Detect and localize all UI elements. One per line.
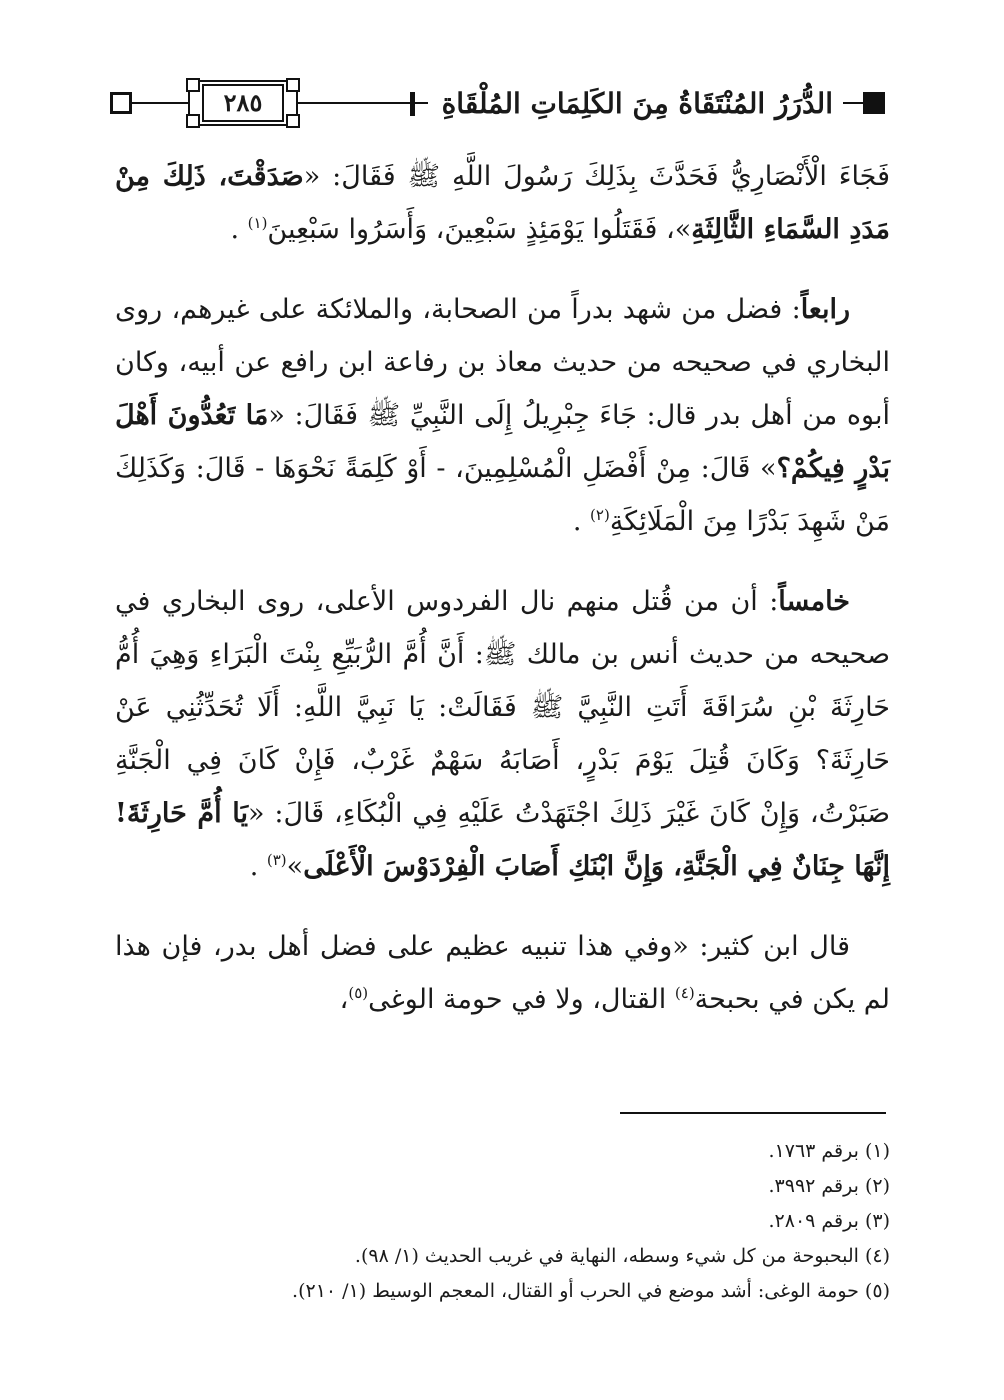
text: »، فَقَتَلُوا يَوْمَئِذٍ سَبْعِينَ، وَأَسَرُوا سَبْعِينَ: [267, 214, 692, 245]
text: .: [572, 506, 591, 537]
page-header: [110, 80, 885, 128]
page-number-frame: [188, 80, 298, 126]
running-book-title: الدُّرَرُ المُنْتَقَاةُ مِنَ الكَلِمَاتِ المُلْقَاةِ: [432, 82, 843, 126]
paragraph-3: [115, 575, 890, 893]
text: : أن من قُتل منهم نال الفردوس الأعلى، روى البخاري في صحيحه من حديث أنس بن مالك ﷺ: أَنَّ أُمَّ الرُّبَيِّعِ بِنْتَ الْبَرَاءِ وَهِيَ أُمُّ حَارِثَةَ بْنِ سُرَاقَةَ أَتَتِ النَّبِيَّ ﷺ فَقَالَتْ: يَا نَبِيَّ اللَّهِ: أَلَا تُحَدِّثُنِي عَنْ حَارِثَةَ؟ وَكَانَ قُتِلَ يَوْمَ بَدْرٍ، أَصَابَهُ سَهْمٌ غَرْبٌ، فَإِنْ كَانَ فِي الْجَنَّةِ صَبَرْتُ، وَإِنْ كَانَ غَيْرَ ذَلِكَ اجْتَهَدْتُ عَلَيْهِ فِي الْبُكَاءِ، قَالَ: «: [115, 586, 890, 829]
footnote-3: (٣) برقم ٢٨٠٩.: [768, 1210, 890, 1232]
header-right-square-ornament: [863, 92, 885, 114]
page-body: [115, 150, 890, 1026]
section-lead: خامساً: [778, 586, 850, 617]
section-lead: رابعاً: [800, 294, 850, 325]
bold-hadith-text: يَا أُمَّ حَارِثَةَ! إِنَّهَا جِنَانٌ فِي الْجَنَّةِ، وَإِنَّ ابْنَكِ أَصَابَ الْفِرْدَوْسَ الْأَعْلَى: [115, 798, 890, 882]
text: .: [230, 214, 248, 245]
text: : فضل من شهد بدراً من الصحابة، والملائكة على غيرهم، روى البخاري في صحيحه من حديث معاذ بن رفاعة ابن رافع عن أبيه، وكان أبوه من أهل بدر قال: جَاءَ جِبْرِيلُ إِلَى النَّبِيِّ ﷺ فَقَالَ: «: [115, 294, 890, 431]
footnote-ref: (٢): [590, 506, 610, 524]
footnote-ref: (٣): [266, 851, 287, 869]
footnote-4: (٤) البحبوحة من كل شيء وسطه، النهاية في غريب الحديث (١/ ٩٨).: [354, 1245, 890, 1267]
footnote-ref: (٥): [348, 984, 369, 1002]
footnote-5: (٥) حومة الوغى: أشد موضع في الحرب أو القتال، المعجم الوسيط (١/ ٢١٠).: [292, 1280, 890, 1302]
footnote-ref: (٤): [674, 984, 695, 1002]
text: ،: [339, 984, 349, 1015]
text: فَجَاءَ الْأَنْصَارِيُّ فَحَدَّثَ بِذَلِكَ رَسُولَ اللَّهِ ﷺ فَقَالَ: «: [303, 161, 891, 192]
header-left-square-ornament: [110, 92, 132, 114]
text: القتال، ولا في حومة الوغى: [368, 984, 675, 1015]
page-number: ٢٨٥: [223, 88, 263, 117]
footnote-1: (١) برقم ١٧٦٣.: [768, 1140, 890, 1162]
text: » قَالَ: مِنْ أَفْضَلِ الْمُسْلِمِينَ، - أَوْ كَلِمَةً نَحْوَهَا - قَالَ: وَكَذَلِكَ مَنْ شَهِدَ بَدْرًا مِنَ الْمَلَائِكَةِ: [115, 453, 890, 537]
footnotes: [115, 1134, 890, 1309]
bold-hadith-text: مَا تَعُدُّونَ أَهْلَ بَدْرٍ فِيكُمْ؟: [115, 400, 890, 484]
text: »: [286, 851, 304, 882]
footnote-ref: (١): [247, 214, 268, 232]
header-middle-rule: [298, 102, 428, 104]
text: قال ابن كثير: «وفي هذا تنبيه عظيم على فضل أهل بدر، فإن هذا لم يكن في بحبحة: [115, 931, 890, 1015]
footnote-separator: [620, 1112, 886, 1114]
paragraph-1: [115, 150, 890, 256]
paragraph-2: [115, 283, 890, 548]
footnote-2: (٢) برقم ٣٩٩٢.: [768, 1175, 890, 1197]
text: .: [249, 851, 267, 882]
bold-hadith-text: صَدَقْتَ، ذَلِكَ مِنْ مَدَدِ السَّمَاءِ الثَّالِثَةِ: [115, 161, 890, 245]
paragraph-4: [115, 920, 890, 1026]
header-middle-bar: [410, 92, 415, 116]
header-left-rule: [132, 102, 190, 104]
